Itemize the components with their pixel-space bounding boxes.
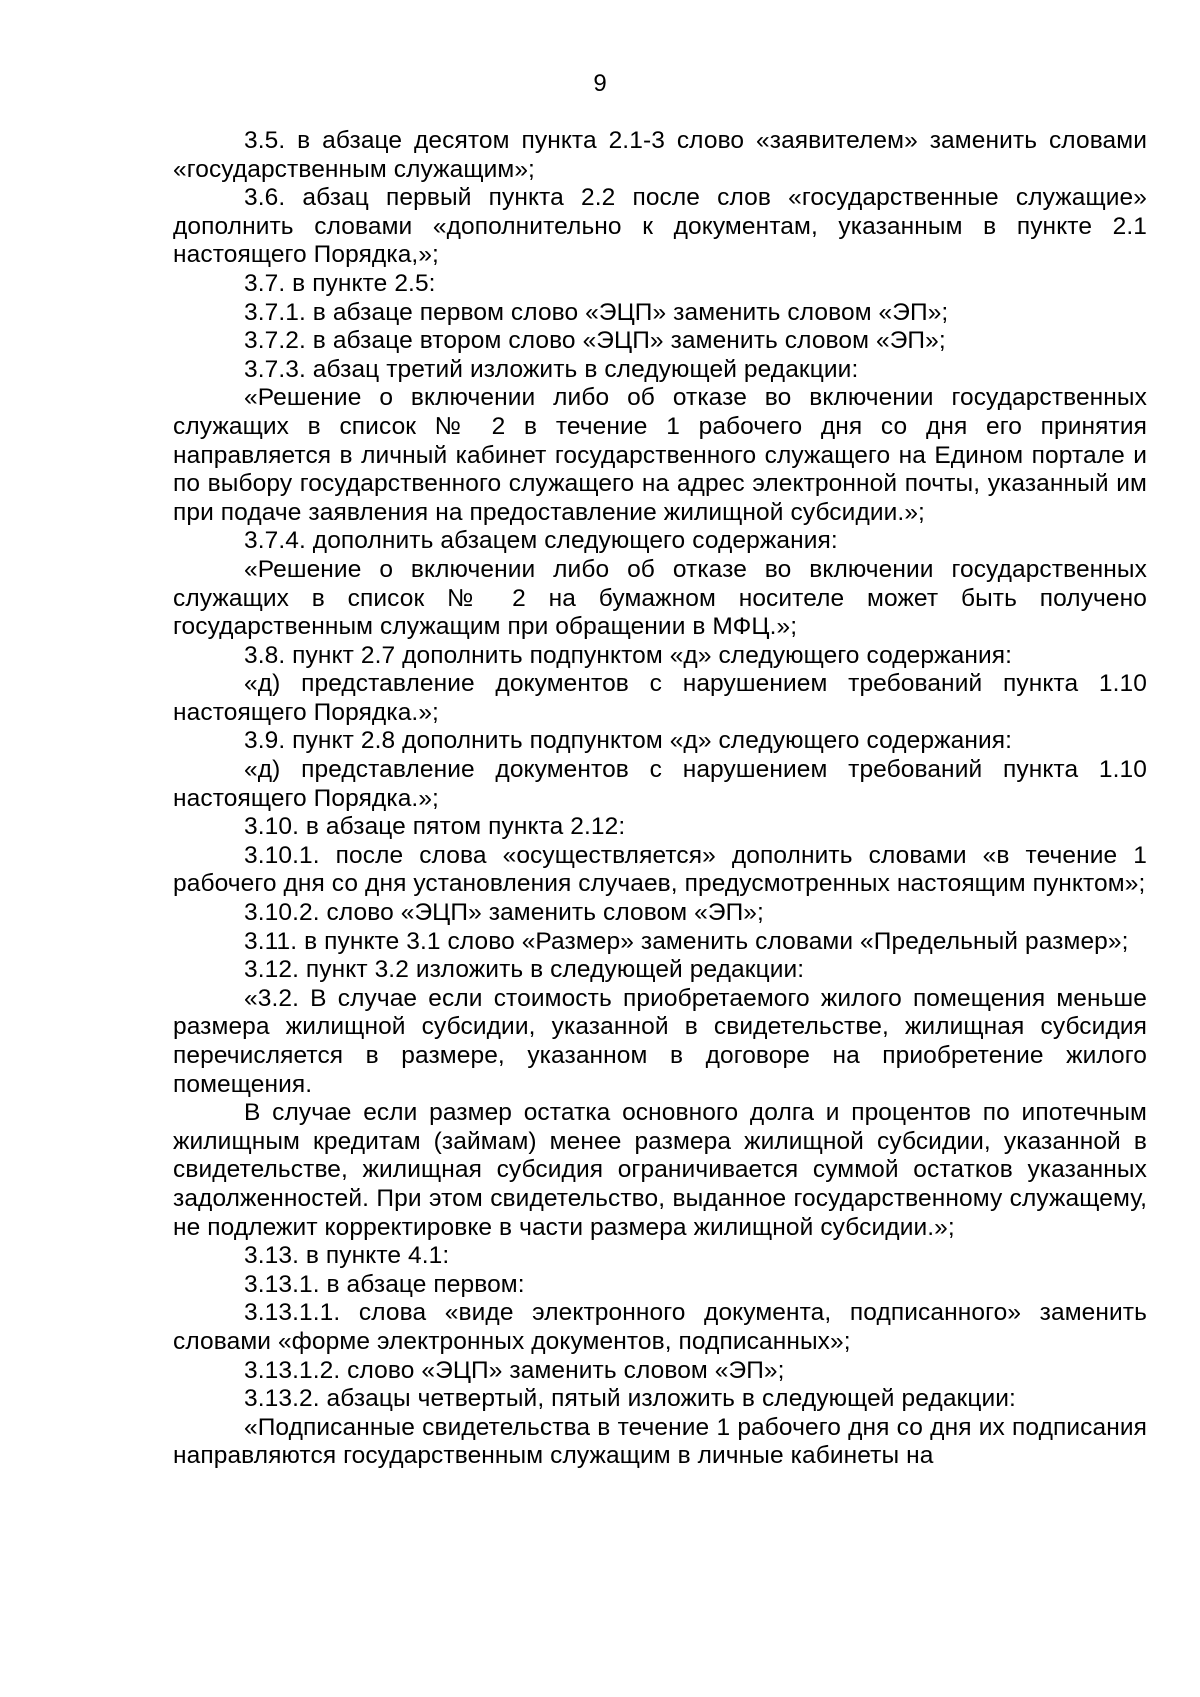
paragraph-quote-subitem-d-2-7: «д) представление документов с нарушением требований пункта 1.10 настоящего Порядка.»;	[173, 670, 1147, 726]
page-number: 9	[593, 70, 607, 97]
paragraph-3-9: 3.9. пункт 2.8 дополнить подпунктом «д» следующего содержания:	[244, 727, 1013, 755]
paragraph-3-7: 3.7. в пункте 2.5:	[244, 269, 436, 297]
paragraph-3-6: 3.6. абзац первый пункта 2.2 после слов «государственные служащие» дополнить словами «дополнительно к документам, указанным в пункте 2.1 настоящего Порядка,»;	[173, 184, 1147, 269]
paragraph-quote-decision-notification: «Решение о включении либо об отказе во включении государственных служащих в список № 2 в течение 1 рабочего дня со дня его принятия направляется в личный кабинет государственного служащего на Едином портале и по выбору государственного служащего на адрес электронной почты, указанный им при подаче заявления на предоставление жилищной субсидии.»;	[173, 384, 1147, 526]
paragraph-3-5: 3.5. в абзаце десятом пункта 2.1-3 слово «заявителем» заменить словами «государственным служащим»;	[173, 127, 1147, 183]
paragraph-3-13-1: 3.13.1. в абзаце первом:	[244, 1270, 525, 1298]
paragraph-3-13: 3.13. в пункте 4.1:	[244, 1242, 450, 1270]
paragraph-3-11: 3.11. в пункте 3.1 слово «Размер» заменить словами «Предельный размер»;	[244, 927, 1129, 955]
document-body	[173, 127, 1147, 1471]
paragraph-3-8: 3.8. пункт 2.7 дополнить подпунктом «д» следующего содержания:	[244, 641, 1013, 669]
paragraph-quote-3-2: «3.2. В случае если стоимость приобретаемого жилого помещения меньше размера жилищной субсидии, указанной в свидетельстве, жилищная субсидия перечисляется в размере, указанном в договоре на приобретение жилого помещения.	[173, 984, 1147, 1098]
paragraph-quote-subitem-d-2-8: «д) представление документов с нарушением требований пункта 1.10 настоящего Порядка.»;	[173, 756, 1147, 812]
paragraph-3-7-4: 3.7.4. дополнить абзацем следующего содержания:	[244, 527, 838, 555]
paragraph-quote-signed-certificates: «Подписанные свидетельства в течение 1 рабочего дня со дня их подписания направляются государственным служащим в личные кабинеты на	[173, 1413, 1147, 1470]
paragraph-3-7-2: 3.7.2. в абзаце втором слово «ЭЦП» заменить словом «ЭП»;	[244, 327, 946, 355]
paragraph-3-13-1-1: 3.13.1.1. слова «виде электронного документа, подписанного» заменить словами «форме электронных документов, подписанных»;	[173, 1299, 1147, 1355]
paragraph-3-7-1: 3.7.1. в абзаце первом слово «ЭЦП» заменить словом «ЭП»;	[244, 298, 949, 326]
paragraph-quote-mortgage: В случае если размер остатка основного долга и процентов по ипотечным жилищным кредитам (займам) менее размера жилищной субсидии, указанной в свидетельстве, жилищная субсидия ограничивается суммой остатков указанных задолженностей. При этом свидетельство, выданное государственному служащему, не подлежит корректировке в части размера жилищной субсидии.»;	[173, 1099, 1147, 1241]
paragraph-3-13-2: 3.13.2. абзацы четвертый, пятый изложить в следующей редакции:	[244, 1385, 1016, 1413]
paragraph-3-10-1: 3.10.1. после слова «осуществляется» дополнить словами «в течение 1 рабочего дня со дня установления случаев, предусмотренных настоящим пунктом»;	[173, 841, 1147, 898]
paragraph-3-7-3: 3.7.3. абзац третий изложить в следующей редакции:	[244, 355, 859, 383]
paragraph-3-10-2: 3.10.2. слово «ЭЦП» заменить словом «ЭП»;	[244, 899, 764, 927]
paragraph-3-12: 3.12. пункт 3.2 изложить в следующей редакции:	[244, 956, 805, 984]
paragraph-3-13-1-2: 3.13.1.2. слово «ЭЦП» заменить словом «ЭП»;	[244, 1356, 785, 1384]
paragraph-3-10: 3.10. в абзаце пятом пункта 2.12:	[244, 813, 626, 841]
paragraph-quote-decision-paper: «Решение о включении либо об отказе во включении государственных служащих в список № 2 на бумажном носителе может быть получено государственным служащим при обращении в МФЦ.»;	[173, 555, 1147, 641]
